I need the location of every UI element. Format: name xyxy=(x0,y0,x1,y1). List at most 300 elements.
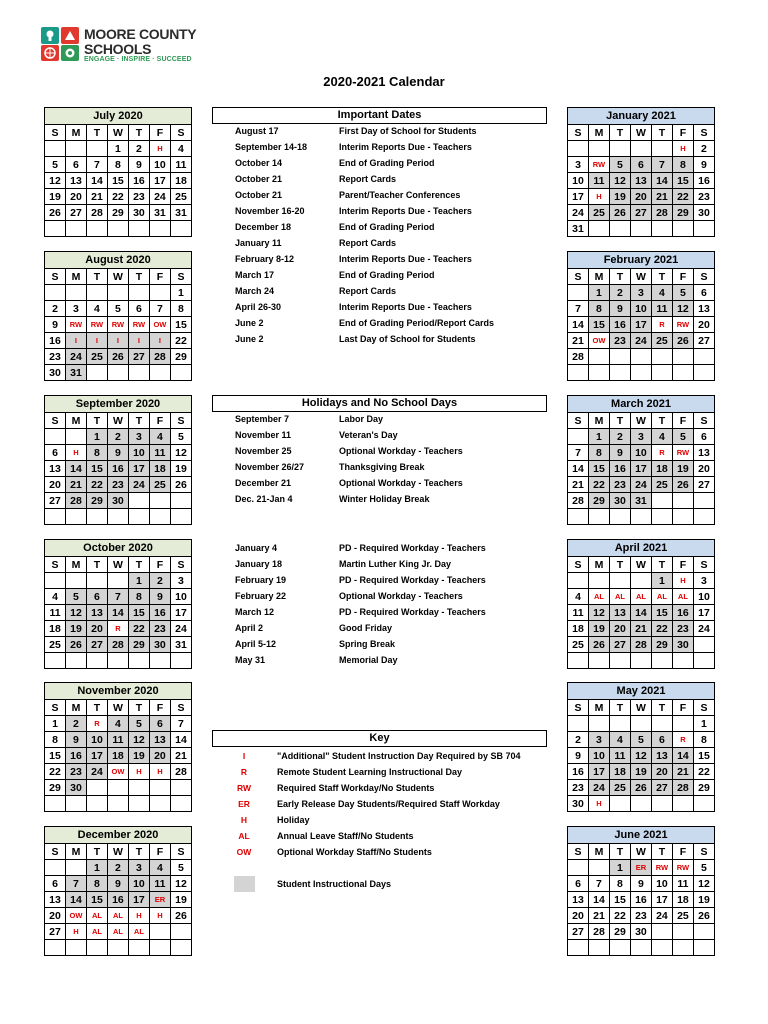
day-cell: 12 xyxy=(170,445,191,461)
day-cell: 2 xyxy=(568,732,589,748)
day-cell: 29 xyxy=(693,780,714,796)
day-cell: 15 xyxy=(86,461,107,477)
event-date: February 22 xyxy=(235,591,287,601)
day-cell: 10 xyxy=(588,748,609,764)
day-header: M xyxy=(65,557,86,573)
day-cell xyxy=(588,573,609,589)
day-cell xyxy=(630,509,651,525)
day-cell: 1 xyxy=(107,141,128,157)
day-cell: H xyxy=(65,445,86,461)
month-title: January 2021 xyxy=(568,108,715,125)
day-cell: 16 xyxy=(149,605,170,621)
week-row xyxy=(45,605,192,621)
day-cell: 30 xyxy=(45,365,66,381)
day-cell: 15 xyxy=(672,173,693,189)
day-cell xyxy=(86,796,107,812)
week-row xyxy=(568,493,715,509)
day-cell xyxy=(630,653,651,669)
day-header: S xyxy=(170,557,191,573)
event-date: September 7 xyxy=(235,414,290,424)
day-cell: 15 xyxy=(107,173,128,189)
day-cell xyxy=(107,940,128,956)
day-cell: I xyxy=(107,333,128,349)
day-cell: 5 xyxy=(107,301,128,317)
day-cell: 29 xyxy=(170,349,191,365)
day-cell: 24 xyxy=(588,780,609,796)
day-cell: 20 xyxy=(65,189,86,205)
day-cell: AL xyxy=(128,924,149,940)
day-cell xyxy=(588,141,609,157)
day-cell: RW xyxy=(65,317,86,333)
day-cell: 2 xyxy=(609,285,630,301)
day-cell: 5 xyxy=(609,157,630,173)
day-cell: 4 xyxy=(45,589,66,605)
day-cell: 7 xyxy=(149,301,170,317)
day-cell: 14 xyxy=(630,605,651,621)
day-cell: 30 xyxy=(149,637,170,653)
day-cell: 31 xyxy=(170,637,191,653)
day-cell: 18 xyxy=(170,173,191,189)
key-code: I xyxy=(242,751,246,761)
day-cell: I xyxy=(65,333,86,349)
day-cell: 22 xyxy=(672,189,693,205)
day-cell: 11 xyxy=(107,732,128,748)
day-cell xyxy=(170,780,191,796)
day-cell xyxy=(149,780,170,796)
day-cell: 21 xyxy=(568,477,589,493)
week-row xyxy=(568,748,715,764)
event-name: End of Grading Period xyxy=(339,158,435,168)
day-cell: 1 xyxy=(86,429,107,445)
day-cell: AL xyxy=(651,589,672,605)
day-cell xyxy=(45,796,66,812)
week-row xyxy=(45,748,192,764)
day-cell xyxy=(149,509,170,525)
day-cell: 14 xyxy=(107,605,128,621)
day-cell: 1 xyxy=(588,429,609,445)
day-cell xyxy=(170,509,191,525)
week-row xyxy=(45,764,192,780)
key-description: Optional Workday Staff/No Students xyxy=(277,847,432,857)
day-cell xyxy=(149,924,170,940)
day-cell: 27 xyxy=(651,780,672,796)
day-cell: 27 xyxy=(128,349,149,365)
event-date: April 2 xyxy=(235,623,264,633)
day-header: T xyxy=(86,700,107,716)
day-cell xyxy=(45,573,66,589)
day-cell xyxy=(86,940,107,956)
week-row xyxy=(568,333,715,349)
moore-county-logo-icon xyxy=(40,26,80,62)
day-cell: 8 xyxy=(86,445,107,461)
day-cell: 11 xyxy=(45,605,66,621)
day-cell: 30 xyxy=(609,493,630,509)
day-header: S xyxy=(170,269,191,285)
day-cell: 27 xyxy=(65,205,86,221)
day-cell: 2 xyxy=(609,429,630,445)
day-cell xyxy=(672,716,693,732)
day-cell xyxy=(107,365,128,381)
day-cell: 13 xyxy=(651,748,672,764)
day-cell xyxy=(588,716,609,732)
key-description: "Additional" Student Instruction Day Required by SB 704 xyxy=(277,751,521,761)
day-header: T xyxy=(651,269,672,285)
day-header: T xyxy=(609,844,630,860)
day-cell: 27 xyxy=(693,333,714,349)
day-cell: 4 xyxy=(86,301,107,317)
day-cell: 16 xyxy=(609,317,630,333)
day-cell: 26 xyxy=(65,637,86,653)
day-header: T xyxy=(128,125,149,141)
day-cell: AL xyxy=(609,589,630,605)
week-row xyxy=(45,637,192,653)
day-cell: 5 xyxy=(630,732,651,748)
day-cell: 20 xyxy=(693,317,714,333)
day-cell: 26 xyxy=(588,637,609,653)
day-cell xyxy=(568,860,589,876)
week-row xyxy=(568,573,715,589)
event-date: November 26/27 xyxy=(235,462,305,472)
day-cell: 19 xyxy=(588,621,609,637)
week-row xyxy=(45,429,192,445)
day-cell: 4 xyxy=(609,732,630,748)
day-header: W xyxy=(107,700,128,716)
day-cell xyxy=(651,509,672,525)
week-row xyxy=(568,860,715,876)
day-cell xyxy=(651,716,672,732)
week-row xyxy=(45,860,192,876)
day-cell: I xyxy=(128,333,149,349)
week-row xyxy=(568,509,715,525)
day-cell: I xyxy=(149,333,170,349)
event-date: April 5-12 xyxy=(235,639,277,649)
day-cell: 28 xyxy=(672,780,693,796)
day-cell: 19 xyxy=(170,892,191,908)
event-name: Optional Workday - Teachers xyxy=(339,446,463,456)
week-row xyxy=(568,732,715,748)
day-cell xyxy=(128,285,149,301)
day-cell: 28 xyxy=(630,637,651,653)
event-name: Last Day of School for Students xyxy=(339,334,476,344)
day-cell: 29 xyxy=(45,780,66,796)
day-header: F xyxy=(149,557,170,573)
page-title: 2020-2021 Calendar xyxy=(323,74,445,89)
day-cell: 14 xyxy=(588,892,609,908)
day-cell: 18 xyxy=(107,748,128,764)
day-cell xyxy=(651,365,672,381)
school-logo xyxy=(40,26,260,66)
month-title: August 2020 xyxy=(45,252,192,269)
day-cell xyxy=(609,141,630,157)
week-row xyxy=(45,621,192,637)
day-cell: 25 xyxy=(651,333,672,349)
day-cell xyxy=(672,653,693,669)
day-cell: 26 xyxy=(672,333,693,349)
week-row xyxy=(568,157,715,173)
week-row xyxy=(45,908,192,924)
day-cell: 15 xyxy=(609,892,630,908)
day-cell: 22 xyxy=(107,189,128,205)
day-cell xyxy=(609,653,630,669)
month-title: November 2020 xyxy=(45,683,192,700)
day-cell: 15 xyxy=(588,317,609,333)
day-cell xyxy=(128,940,149,956)
day-cell: 29 xyxy=(651,637,672,653)
day-cell: 24 xyxy=(651,908,672,924)
day-header: S xyxy=(693,557,714,573)
day-cell: 7 xyxy=(651,157,672,173)
event-date: December 21 xyxy=(235,478,292,488)
day-cell: 17 xyxy=(128,461,149,477)
day-header: T xyxy=(128,557,149,573)
event-name: Optional Workday - Teachers xyxy=(339,478,463,488)
event-name: Good Friday xyxy=(339,623,393,633)
day-cell: 28 xyxy=(651,205,672,221)
day-cell: 27 xyxy=(45,493,66,509)
day-cell: 18 xyxy=(672,892,693,908)
day-cell: 3 xyxy=(693,573,714,589)
day-cell: 6 xyxy=(149,716,170,732)
day-cell: 21 xyxy=(630,621,651,637)
day-cell: 19 xyxy=(693,892,714,908)
event-name: Spring Break xyxy=(339,639,396,649)
day-cell xyxy=(630,221,651,237)
month-title: February 2021 xyxy=(568,252,715,269)
day-cell: 7 xyxy=(170,716,191,732)
week-row xyxy=(568,940,715,956)
day-cell: 5 xyxy=(672,429,693,445)
day-header: T xyxy=(609,413,630,429)
event-name: End of Grading Period xyxy=(339,222,435,232)
instructional-day-swatch xyxy=(234,876,255,892)
day-cell: 26 xyxy=(170,477,191,493)
day-header: S xyxy=(693,125,714,141)
day-cell: 11 xyxy=(149,876,170,892)
day-header: T xyxy=(609,125,630,141)
day-cell: 10 xyxy=(128,445,149,461)
event-name: End of Grading Period/Report Cards xyxy=(339,318,495,328)
event-date: January 11 xyxy=(235,238,282,248)
day-cell: 15 xyxy=(588,461,609,477)
day-cell: H xyxy=(65,924,86,940)
day-cell: 27 xyxy=(630,205,651,221)
day-cell: 3 xyxy=(128,860,149,876)
day-cell: 17 xyxy=(170,605,191,621)
week-row xyxy=(45,285,192,301)
week-row xyxy=(45,317,192,333)
day-cell xyxy=(65,285,86,301)
event-date: December 18 xyxy=(235,222,292,232)
day-cell: 12 xyxy=(609,173,630,189)
day-header: M xyxy=(588,125,609,141)
day-cell: 22 xyxy=(86,477,107,493)
day-cell: 21 xyxy=(651,189,672,205)
event-date: March 17 xyxy=(235,270,275,280)
day-cell: 18 xyxy=(149,461,170,477)
month-title: March 2021 xyxy=(568,396,715,413)
day-cell: 14 xyxy=(170,732,191,748)
day-cell: H xyxy=(672,141,693,157)
day-cell: 24 xyxy=(170,621,191,637)
day-cell: 3 xyxy=(65,301,86,317)
day-cell: 28 xyxy=(568,493,589,509)
day-cell: 25 xyxy=(609,780,630,796)
calendar-september-2020 xyxy=(44,395,192,525)
org-name: MOORE COUNTY SCHOOLS xyxy=(84,26,197,57)
event-date: October 21 xyxy=(235,190,283,200)
day-cell: 15 xyxy=(86,892,107,908)
day-cell xyxy=(65,573,86,589)
day-cell: 24 xyxy=(568,205,589,221)
day-cell: OW xyxy=(149,317,170,333)
day-header: T xyxy=(609,557,630,573)
day-cell: 1 xyxy=(45,716,66,732)
day-cell: R xyxy=(651,445,672,461)
day-cell: 22 xyxy=(693,764,714,780)
day-header: S xyxy=(693,413,714,429)
event-date: June 2 xyxy=(235,318,264,328)
day-cell xyxy=(588,940,609,956)
day-cell xyxy=(672,509,693,525)
day-cell: 10 xyxy=(149,157,170,173)
day-cell: 23 xyxy=(693,189,714,205)
day-cell: 5 xyxy=(170,860,191,876)
day-cell: 7 xyxy=(86,157,107,173)
day-cell: 17 xyxy=(588,764,609,780)
day-cell: 6 xyxy=(630,157,651,173)
day-cell: 26 xyxy=(45,205,66,221)
key-description: Required Staff Workday/No Students xyxy=(277,783,435,793)
day-header: S xyxy=(568,269,589,285)
day-cell: AL xyxy=(672,589,693,605)
day-cell xyxy=(128,509,149,525)
day-cell: H xyxy=(588,796,609,812)
day-cell: 29 xyxy=(609,924,630,940)
week-row xyxy=(45,141,192,157)
day-cell xyxy=(672,493,693,509)
day-header: T xyxy=(651,844,672,860)
event-date: August 17 xyxy=(235,126,279,136)
day-cell: 16 xyxy=(107,461,128,477)
calendar-june-2021 xyxy=(567,826,715,956)
day-cell xyxy=(45,141,66,157)
event-name: First Day of School for Students xyxy=(339,126,477,136)
day-cell: 1 xyxy=(609,860,630,876)
day-cell: 26 xyxy=(693,908,714,924)
day-cell: 10 xyxy=(86,732,107,748)
week-row xyxy=(568,141,715,157)
day-cell: 4 xyxy=(107,716,128,732)
day-cell: 28 xyxy=(86,205,107,221)
day-cell: 24 xyxy=(128,477,149,493)
day-cell: H xyxy=(149,764,170,780)
day-cell: 9 xyxy=(609,445,630,461)
day-cell: 17 xyxy=(86,748,107,764)
day-header: F xyxy=(672,269,693,285)
day-header: W xyxy=(630,125,651,141)
day-cell: 9 xyxy=(609,301,630,317)
day-cell xyxy=(86,285,107,301)
day-cell xyxy=(609,509,630,525)
day-cell: 3 xyxy=(128,429,149,445)
day-cell: 2 xyxy=(693,141,714,157)
day-cell: 7 xyxy=(107,589,128,605)
day-cell: 16 xyxy=(672,605,693,621)
key-code: RW xyxy=(236,783,251,793)
day-header: S xyxy=(568,125,589,141)
day-cell xyxy=(588,221,609,237)
week-row xyxy=(45,509,192,525)
day-cell: 18 xyxy=(651,461,672,477)
day-cell: AL xyxy=(86,908,107,924)
day-cell: OW xyxy=(588,333,609,349)
day-cell xyxy=(651,493,672,509)
day-cell: R xyxy=(86,716,107,732)
day-header: T xyxy=(86,844,107,860)
day-cell xyxy=(149,493,170,509)
day-cell: 9 xyxy=(693,157,714,173)
day-cell: 10 xyxy=(630,301,651,317)
event-date: Dec. 21-Jan 4 xyxy=(235,494,293,504)
week-row xyxy=(45,173,192,189)
day-cell xyxy=(128,796,149,812)
day-cell xyxy=(107,796,128,812)
day-cell: 27 xyxy=(45,924,66,940)
week-row xyxy=(45,157,192,173)
day-cell: 28 xyxy=(170,764,191,780)
day-cell: 16 xyxy=(609,461,630,477)
day-cell xyxy=(651,141,672,157)
day-cell xyxy=(693,653,714,669)
key-code: AL xyxy=(238,831,250,841)
day-cell xyxy=(128,365,149,381)
day-cell: 21 xyxy=(568,333,589,349)
day-cell: 22 xyxy=(45,764,66,780)
key-description: Early Release Day Students/Required Staff Workday xyxy=(277,799,500,809)
day-cell: 1 xyxy=(693,716,714,732)
event-name: Interim Reports Due - Teachers xyxy=(339,142,472,152)
day-cell: 24 xyxy=(630,333,651,349)
week-row xyxy=(568,301,715,317)
day-cell: 19 xyxy=(65,621,86,637)
day-cell xyxy=(128,221,149,237)
day-header: S xyxy=(693,844,714,860)
day-cell: 15 xyxy=(45,748,66,764)
week-row xyxy=(45,780,192,796)
week-row xyxy=(568,461,715,477)
day-cell: H xyxy=(588,189,609,205)
day-cell: 20 xyxy=(630,189,651,205)
event-date: January 18 xyxy=(235,559,283,569)
day-header: S xyxy=(693,269,714,285)
key-code: ER xyxy=(238,799,250,809)
day-cell xyxy=(630,365,651,381)
day-cell: 24 xyxy=(630,477,651,493)
day-cell: 18 xyxy=(45,621,66,637)
day-cell: 12 xyxy=(693,876,714,892)
week-row xyxy=(45,461,192,477)
day-header: W xyxy=(630,269,651,285)
week-row xyxy=(45,365,192,381)
day-cell xyxy=(107,509,128,525)
day-cell: RW xyxy=(672,445,693,461)
day-header: M xyxy=(65,125,86,141)
day-cell: 23 xyxy=(149,621,170,637)
event-date: March 12 xyxy=(235,607,275,617)
day-cell xyxy=(672,924,693,940)
day-header: T xyxy=(128,413,149,429)
day-cell: 11 xyxy=(588,173,609,189)
